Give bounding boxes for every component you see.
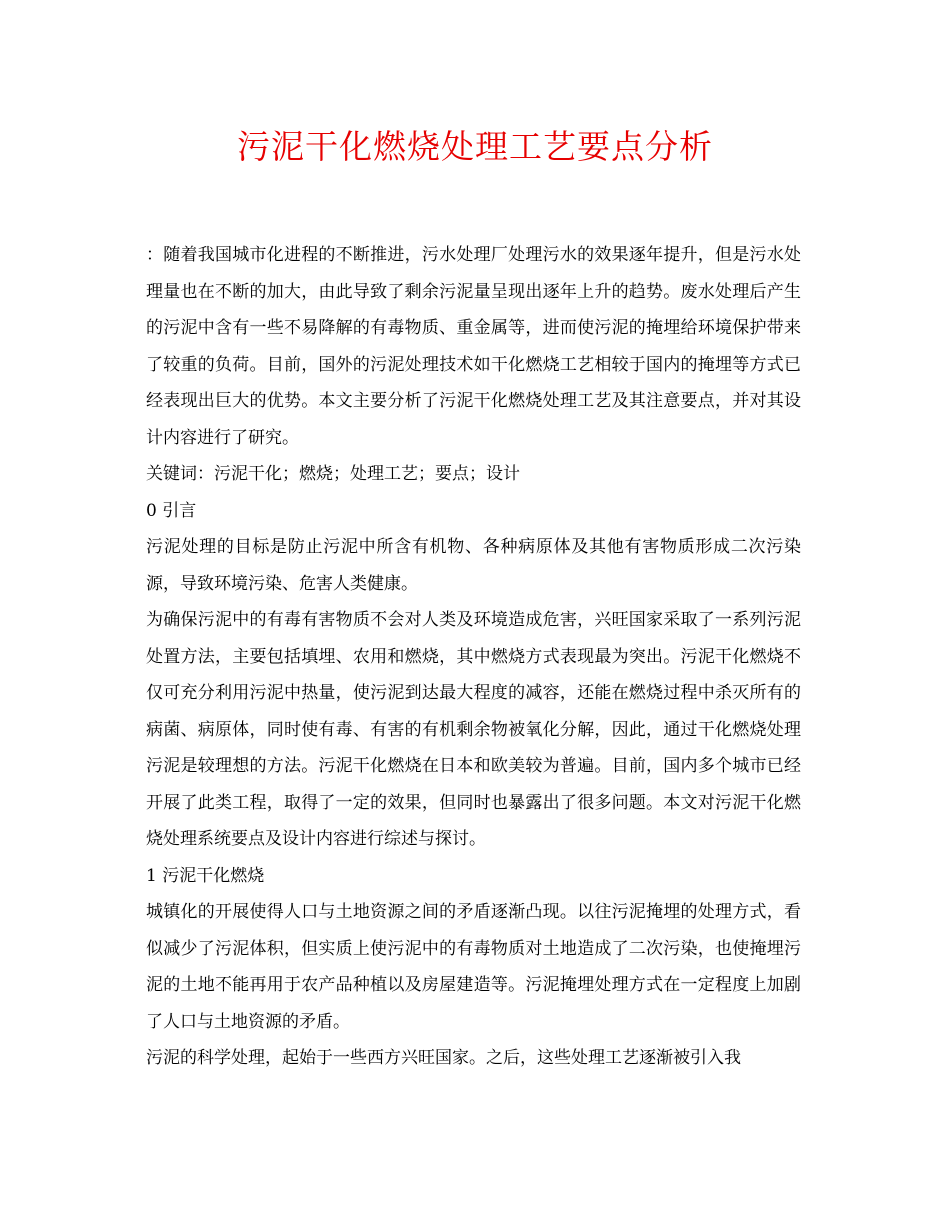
section-heading-sludge-drying-incineration: 1 污泥干化燃烧 xyxy=(146,865,265,886)
section-heading-introduction: 0 引言 xyxy=(146,500,197,521)
document-title: 污泥干化燃烧处理工艺要点分析 xyxy=(237,127,713,166)
abstract-paragraph: ：随着我国城市化进程的不断推进，污水处理厂处理污水的效果逐年提升，但是污水处理量也在不断的加大，由此导致了剩余污泥量呈现出逐年上升的趋势。废水处理后产生的污泥中含有一些不易降解的有毒物质、重金属等，进而使污泥的掩埋给环境保护带来了较重的负荷。目前，国外的污泥处理技术如干化燃烧工艺相较于国内的掩埋等方式已经表现出巨大的优势。本文主要分析了污泥干化燃烧处理工艺及其注意要点，并对其设计内容进行了研究。 xyxy=(146,245,801,448)
keywords-line: 关键词：污泥干化；燃烧；处理工艺；要点；设计 xyxy=(146,464,520,484)
document-body xyxy=(146,237,801,1077)
paragraph: 为确保污泥中的有毒有害物质不会对人类及环境造成危害，兴旺国家采取了一系列污泥处置方法，主要包括填埋、农用和燃烧，其中燃烧方式表现最为突出。污泥干化燃烧不仅可充分利用污泥中热量，使污泥到达最大程度的减容，还能在燃烧过程中杀灭所有的病菌、病原体，同时使有毒、有害的有机剩余物被氧化分解，因此，通过干化燃烧处理污泥是较理想的方法。污泥干化燃烧在日本和欧美较为普遍。目前，国内多个城市已经开展了此类工程，取得了一定的效果，但同时也暴露出了很多问题。本文对污泥干化燃烧处理系统要点及设计内容进行综述与探讨。 xyxy=(146,610,801,849)
paragraph: 污泥的科学处理，起始于一些西方兴旺国家。之后，这些处理工艺逐渐被引入我 xyxy=(146,1048,741,1068)
paragraph: 城镇化的开展使得人口与土地资源之间的矛盾逐渐凸现。以往污泥掩埋的处理方式，看似减少了污泥体积，但实质上使污泥中的有毒物质对土地造成了二次污染，也使掩埋污泥的土地不能再用于农产品种植以及房屋建造等。污泥掩埋处理方式在一定程度上加剧了人口与土地资源的矛盾。 xyxy=(146,902,801,1032)
paragraph: 污泥处理的目标是防止污泥中所含有机物、各种病原体及其他有害物质形成二次污染源，导致环境污染、危害人类健康。 xyxy=(146,537,801,594)
